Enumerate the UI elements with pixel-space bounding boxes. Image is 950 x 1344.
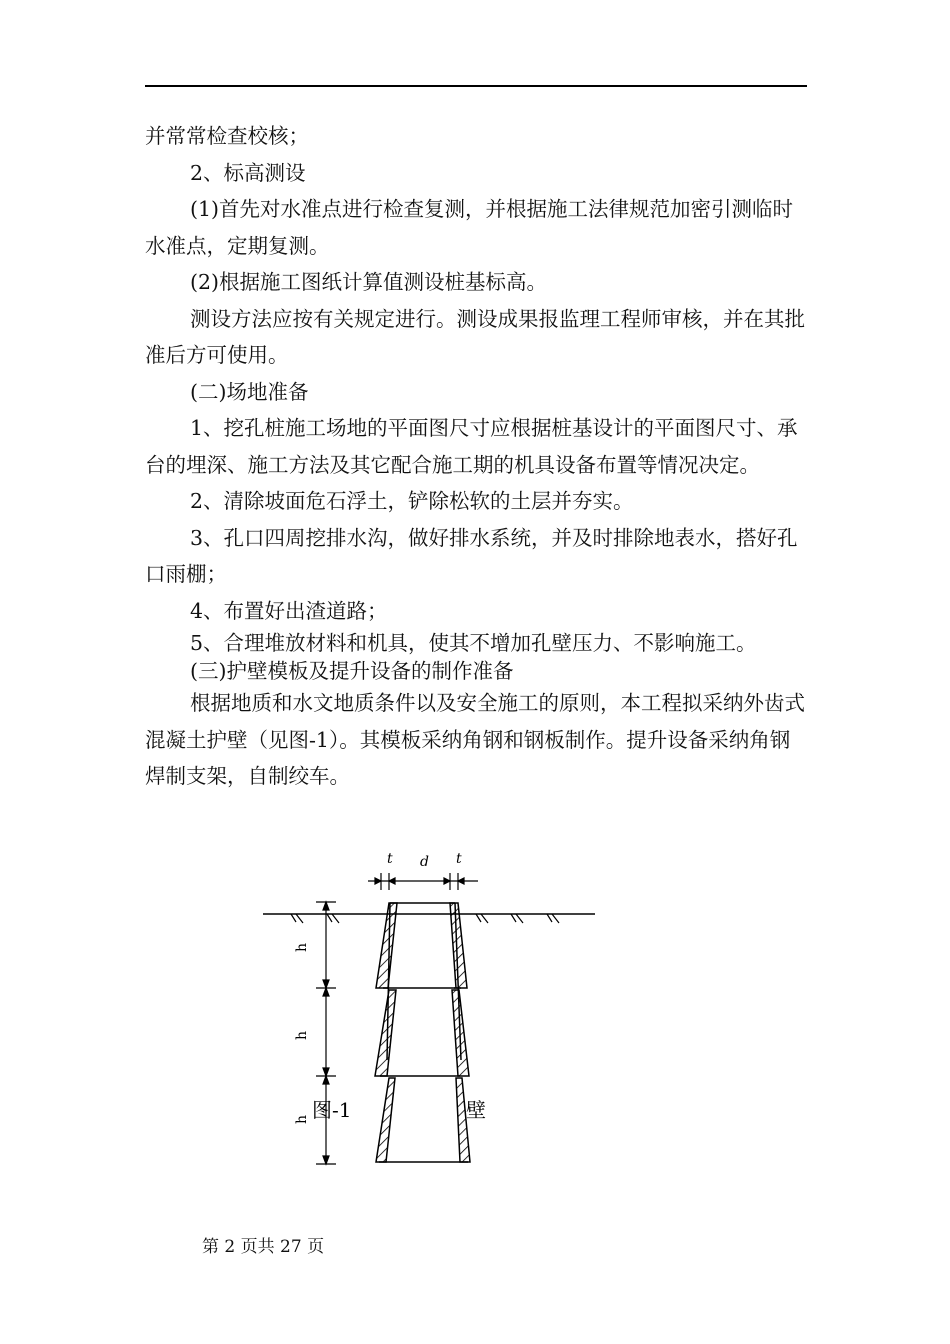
paragraph: 4、布置好出渣道路； xyxy=(190,598,388,623)
section-heading: (三)护壁模板及提升设备的制作准备 xyxy=(190,659,514,683)
paragraph: 根据地质和水文地质条件以及安全施工的原则，本工程拟采纳外齿式混凝土护壁（见图-1）。其模板采纳角钢和钢板制作。提升设备采纳角钢焊制支架，自制绞车。 xyxy=(145,691,805,788)
paragraph: 并常常检查校核； xyxy=(145,124,309,148)
paragraph: 1、挖孔桩施工场地的平面图尺寸应根据桩基设计的平面图尺寸、承台的埋深、施工方法及其它配合施工期的机具设备布置等情况决定。 xyxy=(145,416,798,477)
pile-wall-diagram xyxy=(262,842,602,1172)
body-text xyxy=(145,118,810,795)
paragraph: 2、标高测设 xyxy=(190,160,306,185)
section-heading: (二)场地准备 xyxy=(190,379,309,404)
dim-t-left-label: t xyxy=(387,851,393,867)
dim-h-label: h xyxy=(294,1030,310,1040)
figure-caption: 图-1 xyxy=(312,1098,352,1122)
paragraph: 3、孔口四周挖排水沟，做好排水系统，并及时排除地表水，搭好孔口雨棚； xyxy=(145,525,798,586)
right-wall-hatch xyxy=(450,903,470,1162)
dim-t-right-label: t xyxy=(456,851,462,867)
paragraph: (2)根据施工图纸计算值测设桩基标高。 xyxy=(190,270,548,294)
top-dimension xyxy=(368,873,478,890)
height-dimension xyxy=(316,902,336,1164)
paragraph: (1)首先对水准点进行检查复测，并根据施工法律规范加密引测临时水准点，定期复测。 xyxy=(145,197,794,258)
paragraph: 2、清除坡面危石浮土，铲除松软的土层并夯实。 xyxy=(190,489,634,513)
wall-label: 壁 xyxy=(466,1098,486,1122)
header-rule xyxy=(145,85,807,87)
page-footer: 第 2 页共 27 页 xyxy=(202,1237,325,1257)
dim-d-label: d xyxy=(420,854,429,870)
left-wall-hatch xyxy=(375,903,397,1162)
ground-hatch-marks xyxy=(291,914,559,923)
dim-h-label: h xyxy=(294,1114,310,1124)
paragraph: 5、合理堆放材料和机具，使其不增加孔壁压力、不影响施工。 xyxy=(190,631,757,655)
dim-h-label: h xyxy=(294,942,310,952)
paragraph: 测设方法应按有关规定进行。测设成果报监理工程师审核，并在其批准后方可使用。 xyxy=(145,306,805,367)
